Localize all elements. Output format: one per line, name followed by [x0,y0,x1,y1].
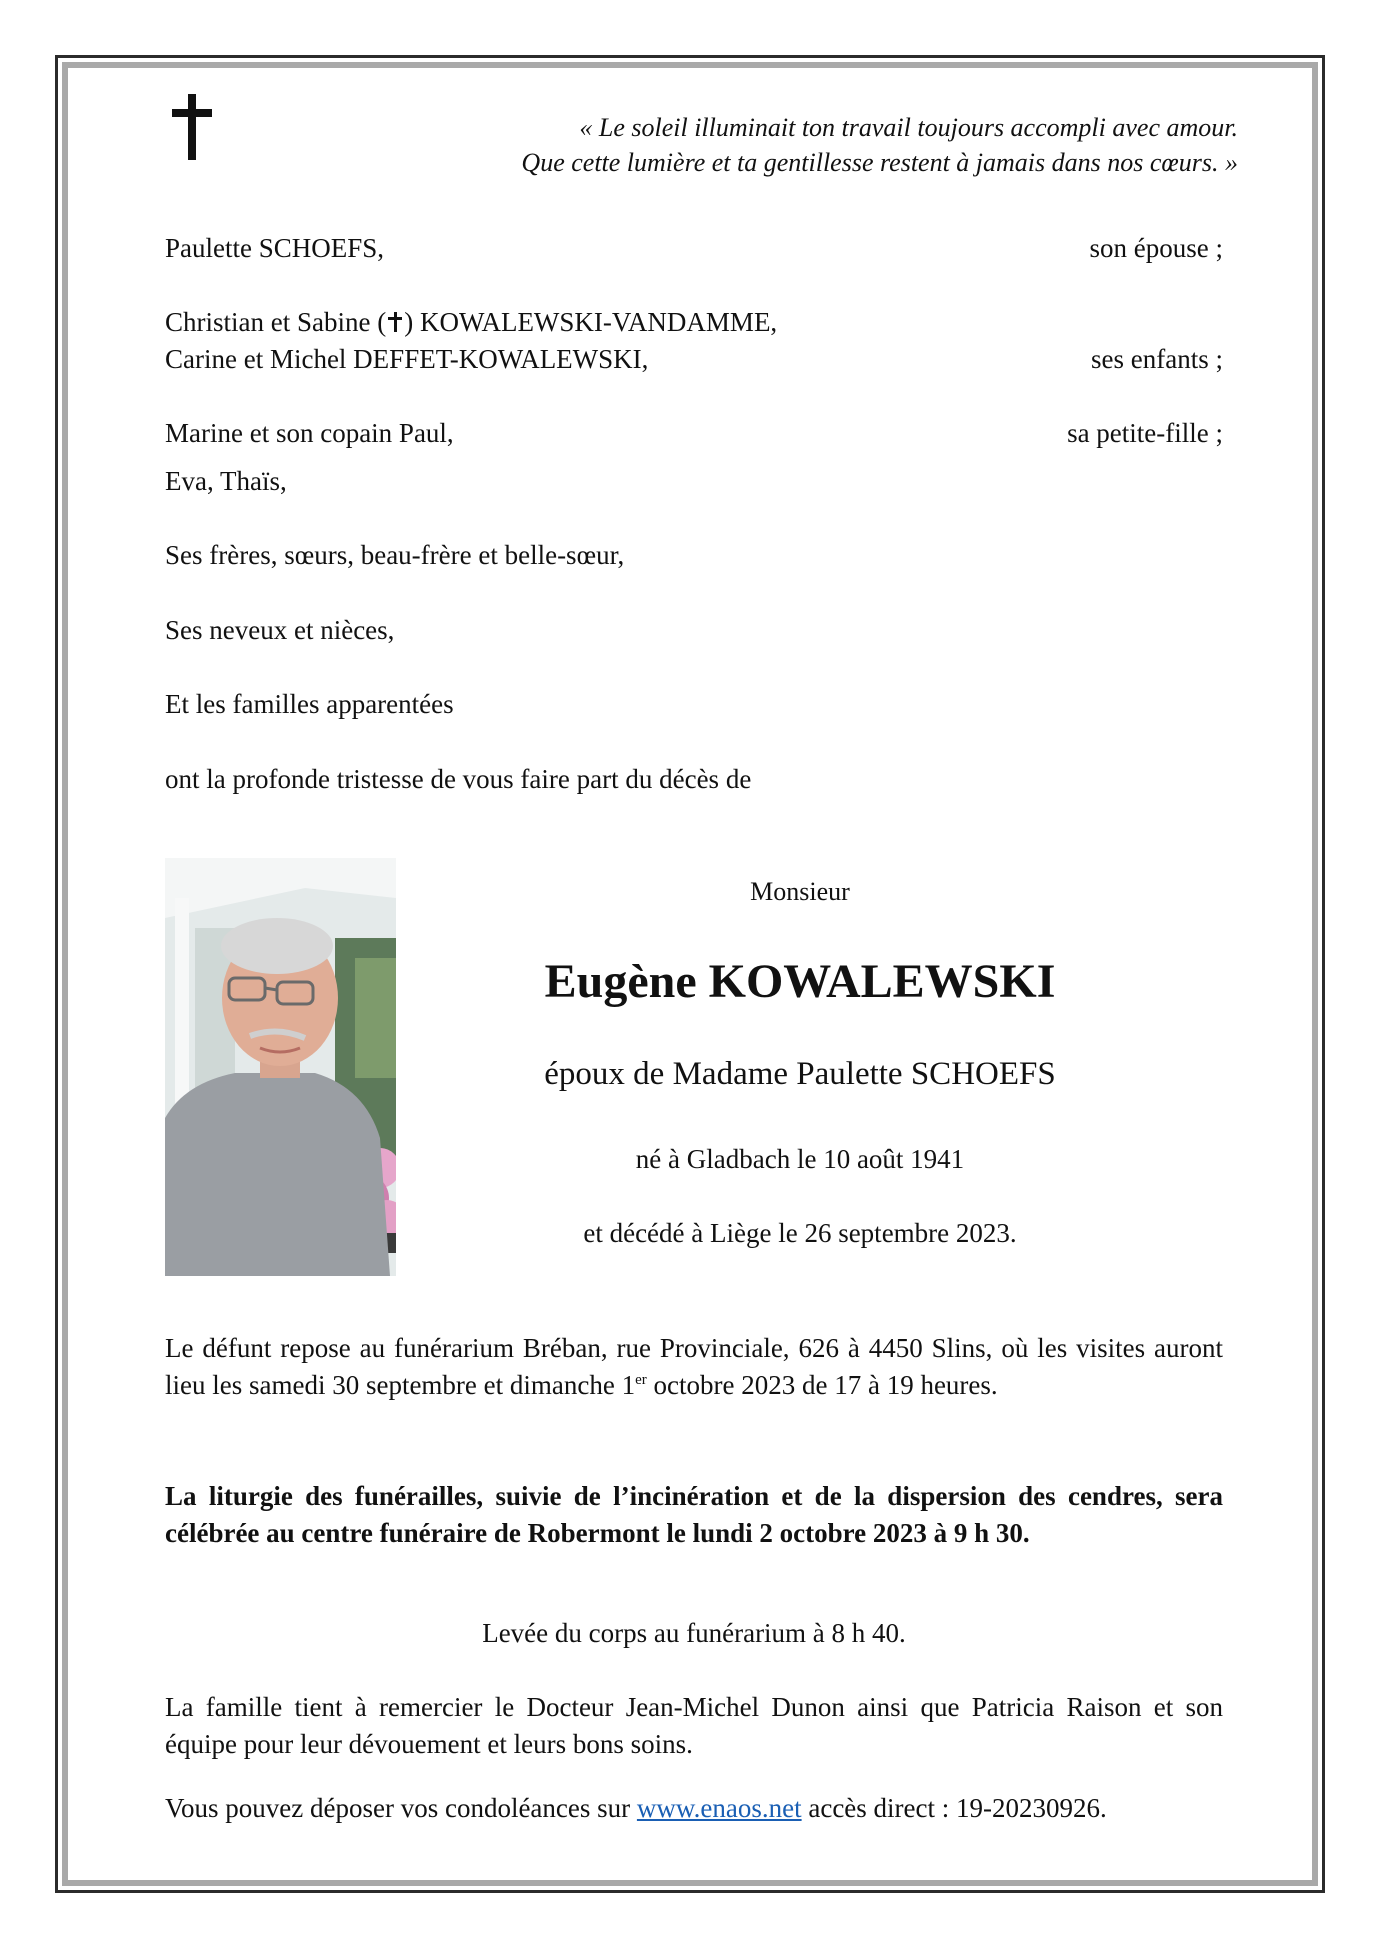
quote-line-2: Que cette lumière et ta gentillesse restent à jamais dans nos cœurs. » [521,148,1238,177]
children-role: ses enfants ; [1091,344,1223,374]
grandchild-role: sa petite-fille ; [1067,418,1223,448]
child1-part-a: Christian et Sabine ( [165,307,387,337]
thanks-paragraph: La famille tient à remercier le Docteur Jean-Michel Dunon ainsi que Patricia Raison et son équipe pour leur dévouement et leurs bons soins. [165,1692,1223,1759]
child1-part-b: ) KOWALEWSKI-VANDAMME, [404,307,778,337]
child-line-2: Carine et Michel DEFFET-KOWALEWSKI, [165,344,649,374]
nephews-line: Ses neveux et nièces, [165,615,395,645]
quote-line-1: « Le soleil illuminait ton travail toujours accompli avec amour. [579,113,1238,142]
greatgrandchildren-line: Eva, Thaïs, [165,466,287,496]
visitation-text-1: Le défunt repose au funérarium Bréban, rue Provinciale, 626 à 4450 Slins, où les visites auront lieu les samedi 30 septembre et dimanche 1 [165,1333,1223,1400]
child-line-1 [165,304,1223,341]
grandchild-name: Marine et son copain Paul, [165,418,454,448]
portrait-photo [165,858,396,1276]
levee-line: Levée du corps au funérarium à 8 h 40. [482,1618,906,1648]
condolences-text-2: accès direct : 19-20230926. [801,1793,1107,1823]
visitation-paragraph [165,1330,1223,1404]
condolences-paragraph [165,1790,1223,1827]
deceased-death: et décédé à Liège le 26 septembre 2023. [583,1218,1017,1248]
visitation-text-2: octobre 2023 de 17 à 19 heures. [646,1370,998,1400]
condolences-text-1: Vous pouvez déposer vos condoléances sur [165,1793,637,1823]
siblings-line: Ses frères, sœurs, beau-frère et belle-sœur, [165,540,625,570]
families-line: Et les familles apparentées [165,689,454,719]
deceased-birth: né à Gladbach le 10 août 1941 [635,1144,965,1174]
cross-icon [172,94,212,160]
deceased-spouse-line: époux de Madame Paulette SCHOEFS [544,1056,1056,1092]
liturgy-paragraph: La liturgie des funérailles, suivie de l’incinération et de la dispersion des cendres, sera célébrée au centre funéraire de Robermont le lundi 2 octobre 2023 à 9 h 30. [165,1481,1223,1548]
deceased-name: Eugène KOWALEWSKI [544,955,1056,1008]
condolences-link[interactable]: www.enaos.net [636,1793,802,1823]
announcement-line: ont la profonde tristesse de vous faire part du décès de [165,764,752,794]
small-cross-icon [388,312,402,332]
spouse-name: Paulette SCHOEFS, [165,233,385,263]
spouse-role: son épouse ; [1089,233,1223,263]
visitation-superscript: er [635,1372,647,1388]
deceased-title: Monsieur [750,877,850,906]
epigraph-quote [338,110,1238,180]
